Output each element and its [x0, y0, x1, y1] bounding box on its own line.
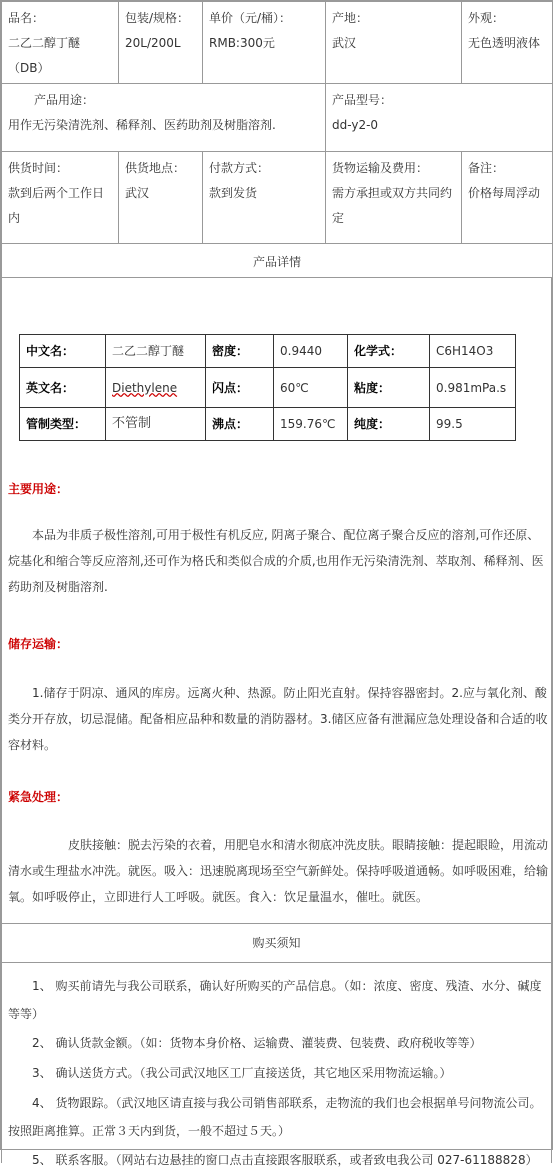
- spec-value: 99.5: [430, 408, 516, 441]
- details-title: 产品详情: [2, 244, 553, 278]
- cell-remark: 备注： 价格每周浮动: [462, 152, 553, 244]
- cell-usage: 产品用途： 用作无污染清洗剂、稀释剂、医药助剂及树脂溶剂.: [2, 84, 326, 152]
- storage-title: 储存运输：: [8, 637, 69, 651]
- spec-value: 0.9440: [274, 335, 348, 368]
- product-details: [1, 278, 552, 924]
- spec-row: [20, 368, 516, 408]
- spec-table: [19, 334, 516, 441]
- cell-shipping: 货物运输及费用： 需方承担或双方共同约 定: [326, 152, 462, 244]
- spec-key: 沸点：: [206, 408, 274, 441]
- spec-key: 闪点：: [206, 368, 274, 408]
- product-info-table: [1, 1, 553, 278]
- spec-value: 不管制: [106, 408, 206, 441]
- details-title-row: [2, 244, 553, 278]
- purchase-notice-title: 购买须知: [1, 924, 552, 963]
- cell-product-name: 品名： 二乙二醇丁醚（DB）: [2, 2, 119, 84]
- spec-key: 中文名：: [20, 335, 106, 368]
- spec-value: [106, 368, 206, 408]
- note-item: 2、 确认货款金额。（如：货物本身价格、运输费、灌装费、包装费、政府税收等等）: [32, 1036, 482, 1050]
- note-item: 3、 确认送货方式。（我公司武汉地区工厂直接送货，其它地区采用物流运输。）: [32, 1066, 452, 1080]
- cell-supply-time: 供货时间： 款到后两个工作日 内: [2, 152, 119, 244]
- spec-key: 化学式：: [348, 335, 430, 368]
- emergency-text: 皮肤接触：脱去污染的衣着，用肥皂水和清水彻底冲洗皮肤。眼睛接触：提起眼睑，用流动清水或生理盐水冲洗。就医。吸入：迅速脱离现场至空气新鲜处。保持呼吸道通畅。如呼吸困难，给输氧。如呼吸停止，立即进行人工呼吸。就医。食入：饮足量温水，催吐。就医。: [8, 838, 549, 904]
- emergency-title: 紧急处理：: [8, 790, 69, 804]
- note-item: 4、 货物跟踪。（武汉地区请直接与我公司销售部联系，走物流的我们也会根据单号问物流公司。按照距离推算。正常３天内到货，一般不超过５天。）: [8, 1096, 542, 1138]
- spec-key: 英文名：: [20, 368, 106, 408]
- use-text: 本品为非质子极性溶剂,可用于极性有机反应, 阴离子聚合、配位离子聚合反应的溶剂,可作还原、烷基化和缩合等反应溶剂,还可作为格氏和类似合成的介质,也用作无污染清洗剂、萃取剂、稀释剂、医药助剂及树脂溶剂.: [8, 528, 544, 594]
- use-title: 主要用途：: [8, 482, 69, 496]
- spec-value: 二乙二醇丁醚: [106, 335, 206, 368]
- spec-row: [20, 408, 516, 441]
- cell-payment: 付款方式： 款到发货: [203, 152, 326, 244]
- cell-package: 包装/规格： 20L/200L: [119, 2, 203, 84]
- spec-row: [20, 335, 516, 368]
- note-item: 5、 联系客服。（网站右边悬挂的窗口点击直接跟客服联系，或者致电我公司 027-61188828）: [32, 1153, 538, 1167]
- purchase-notes: [1, 963, 552, 1167]
- spec-value: 60℃: [274, 368, 348, 408]
- info-row-basic: [2, 2, 553, 84]
- spec-key: 纯度：: [348, 408, 430, 441]
- info-row-usage: [2, 84, 553, 152]
- spec-value: 159.76℃: [274, 408, 348, 441]
- storage-text: 1.储存于阴凉、通风的库房。远离火种、热源。防止阳光直射。保持容器密封。2.应与氧化剂、酸类分开存放，切忌混储。配备相应品种和数量的消防器材。3.储区应备有泄漏应急处理设备和合适的收容材料。: [8, 686, 548, 752]
- spec-key: 粘度：: [348, 368, 430, 408]
- spec-key: 管制类型：: [20, 408, 106, 441]
- spec-key: 密度：: [206, 335, 274, 368]
- cell-price: 单价（元/桶）： RMB:300元: [203, 2, 326, 84]
- cell-model: 产品型号： dd-y2-0: [326, 84, 553, 152]
- cell-appearance: 外观： 无色透明液体: [462, 2, 553, 84]
- cell-origin: 产地： 武汉: [326, 2, 462, 84]
- cell-supply-place: 供货地点： 武汉: [119, 152, 203, 244]
- info-row-supply: [2, 152, 553, 244]
- note-item: 1、 购买前请先与我公司联系，确认好所购买的产品信息。（如：浓度、密度、残渣、水分、碱度等等）: [8, 979, 542, 1021]
- spec-value: C6H14O3: [430, 335, 516, 368]
- spec-value: 0.981mPa.s: [430, 368, 516, 408]
- english-name: Diethylene: [112, 380, 178, 395]
